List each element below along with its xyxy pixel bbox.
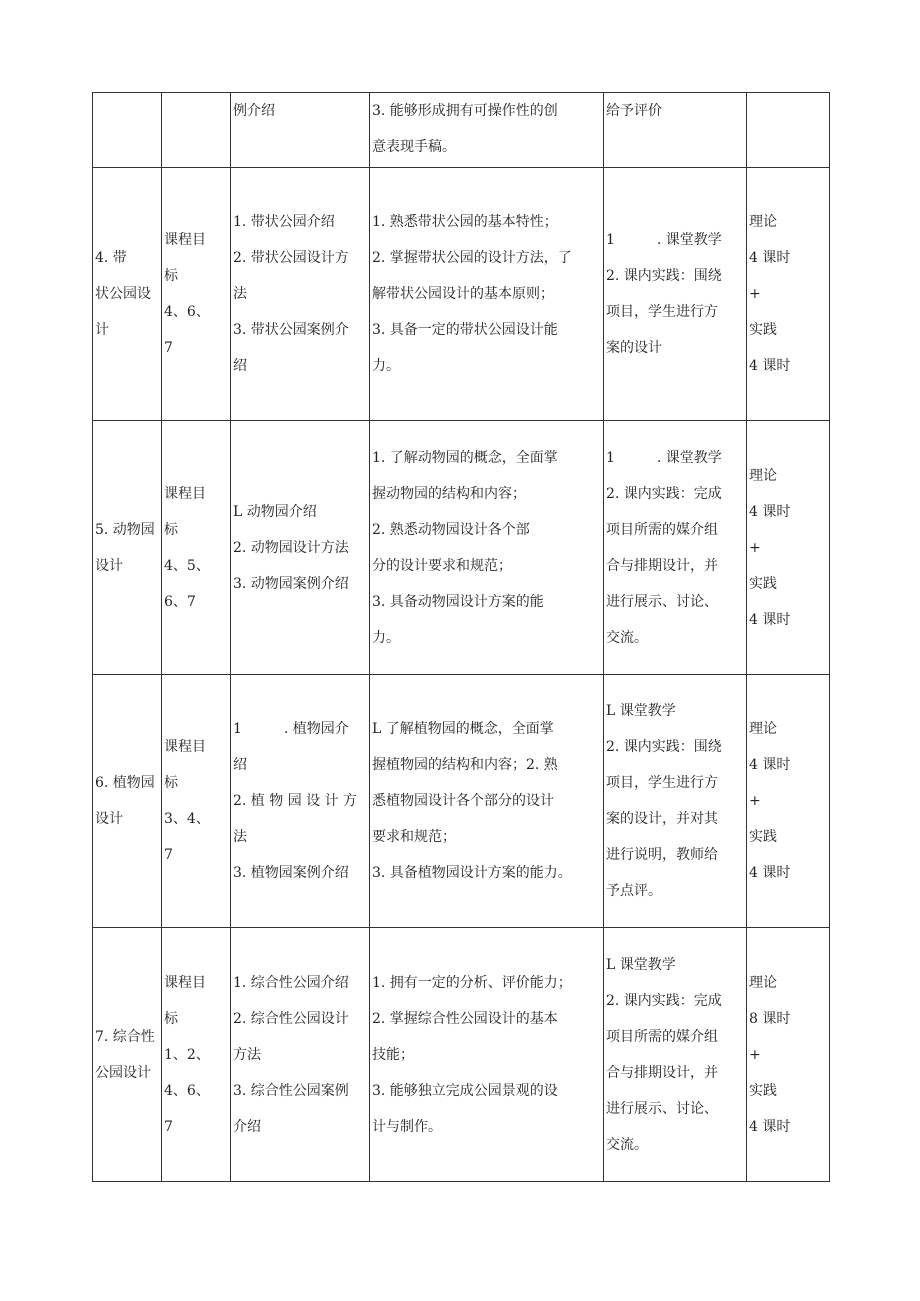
cell-text-line: 交流。 [606, 629, 648, 646]
cell-text-line: 案的设计 [606, 340, 662, 356]
cell-text-line: 予点评。 [606, 883, 662, 899]
table-row [93, 421, 830, 675]
cell-text-line: 2. 动物园设计方法 [233, 539, 349, 556]
teaching-content-cell [231, 928, 370, 1182]
cell-text-line: 3. 具备动物园设计方案的能 [372, 593, 544, 610]
cell-text-line: 实践 [749, 322, 777, 338]
class-hours-cell [747, 421, 830, 675]
course-target-cell [162, 928, 231, 1182]
cell-text-line: + [749, 793, 761, 809]
cell-text-line: 例介绍 [233, 103, 275, 119]
cell-text-line: 标 [164, 1010, 178, 1027]
cell-text-line: 3. 动物园案例介绍 [233, 575, 349, 592]
cell-text-line: 技能； [372, 1046, 414, 1063]
cell-text-line: 要求和规范； [372, 829, 456, 845]
cell-text-line: L 了解植物园的概念，全面掌 [372, 721, 554, 737]
cell-text-line: 1、2、 [164, 1046, 210, 1063]
unit-name-cell [93, 93, 162, 168]
course-target-cell [162, 421, 231, 675]
cell-text-line: 力。 [372, 358, 400, 374]
unit-name-cell [93, 675, 162, 928]
teaching-content-cell [231, 421, 370, 675]
cell-text-line: 5. 动物园 [95, 521, 155, 538]
learning-goals-cell [370, 675, 604, 928]
cell-text-line: 力。 [372, 629, 400, 646]
cell-text-line: 状公园设 [95, 286, 151, 302]
cell-text-line: L 课堂教学 [606, 956, 676, 973]
cell-text-line: 1 . 植物园介 [233, 721, 349, 737]
cell-text-line: + [749, 539, 761, 556]
cell-text-line: 实践 [749, 1082, 777, 1099]
cell-text-line: 握动物园的结构和内容； [372, 485, 526, 502]
table-row [93, 168, 830, 421]
cell-text-line: 2. 课内实践：完成 [606, 992, 722, 1009]
cell-text-line: 项目所需的媒介组 [606, 1028, 718, 1045]
cell-text-line: 握植物园的结构和内容；2. 熟 [372, 757, 558, 773]
cell-text-line: 法 [233, 286, 247, 302]
cell-text-line: 7 [164, 340, 173, 356]
cell-text-line: 绍 [233, 757, 247, 773]
cell-text-line: 3. 具备植物园设计方案的能力。 [372, 865, 572, 881]
cell-text-line: 合与排期设计，并 [606, 1064, 718, 1081]
cell-text-line: 计与制作。 [372, 1118, 442, 1135]
cell-text-line: 6. 植物园 [95, 775, 155, 791]
cell-text-line: 分的设计要求和规范； [372, 557, 512, 574]
cell-text-line: 3. 带状公园案例介 [233, 322, 349, 338]
cell-text-line: 合与排期设计，并 [606, 557, 718, 574]
cell-text-line: 4、6、 [164, 1082, 210, 1099]
cell-text-line: 项目，学生进行方 [606, 304, 718, 320]
unit-name-cell [93, 421, 162, 675]
cell-text-line: 解带状公园设计的基本原则； [372, 286, 554, 302]
class-hours-cell [747, 675, 830, 928]
cell-text-line: 法 [233, 829, 247, 845]
cell-text-line: 6、7 [164, 593, 196, 610]
teaching-content-cell [231, 93, 370, 168]
cell-text-line: 2. 掌握综合性公园设计的基本 [372, 1010, 558, 1027]
course-schedule-table [92, 92, 830, 1182]
cell-text-line: 2. 课内实践：围绕 [606, 739, 722, 755]
cell-text-line: 意表现手稿。 [372, 139, 456, 155]
cell-text-line: 课程目 [164, 739, 206, 755]
cell-text-line: 交流。 [606, 1136, 648, 1153]
cell-text-line: 给予评价 [606, 103, 662, 119]
cell-text-line: 3. 能够形成拥有可操作性的创 [372, 103, 558, 119]
class-hours-cell [747, 928, 830, 1182]
cell-text-line: 标 [164, 521, 178, 538]
cell-text-line: 4. 带 [95, 250, 127, 266]
cell-text-line: 4 课时 [749, 865, 791, 881]
cell-text-line: 实践 [749, 829, 777, 845]
cell-text-line: 4 课时 [749, 611, 791, 628]
course-target-cell [162, 168, 231, 421]
cell-text-line: 悉植物园设计各个部分的设计 [372, 793, 554, 809]
cell-text-line: 理论 [749, 974, 777, 991]
cell-text-line: 设计 [95, 557, 123, 574]
table-row [93, 675, 830, 928]
cell-text-line: 3. 综合性公园案例 [233, 1082, 349, 1099]
cell-text-line: 2. 掌握带状公园的设计方法，了 [372, 250, 572, 266]
cell-text-line: 设计 [95, 811, 123, 827]
learning-goals-cell [370, 421, 604, 675]
unit-name-cell [93, 928, 162, 1182]
cell-text-line: 2. 课内实践：完成 [606, 485, 722, 502]
cell-text-line: 1. 拥有一定的分析、评价能力； [372, 974, 572, 991]
cell-text-line: 项目，学生进行方 [606, 775, 718, 791]
cell-text-line: 介绍 [233, 1118, 261, 1135]
cell-text-line: 进行说明，教师给 [606, 847, 718, 863]
cell-text-line: 1 . 课堂教学 [606, 449, 722, 466]
cell-text-line: 2. 植 物 园 设 计 方 [233, 793, 358, 809]
teaching-content-cell [231, 168, 370, 421]
cell-text-line: 课程目 [164, 232, 206, 248]
course-target-cell [162, 675, 231, 928]
cell-text-line: 3. 能够独立完成公园景观的设 [372, 1082, 558, 1099]
cell-text-line: 3. 植物园案例介绍 [233, 865, 349, 881]
course-target-cell [162, 93, 231, 168]
cell-text-line: 理论 [749, 214, 777, 230]
cell-text-line: 4 课时 [749, 757, 791, 773]
cell-text-line: 理论 [749, 467, 777, 484]
cell-text-line: 标 [164, 268, 178, 284]
teaching-methods-cell [604, 93, 747, 168]
cell-text-line: 3. 具备一定的带状公园设计能 [372, 322, 558, 338]
cell-text-line: 8 课时 [749, 1010, 791, 1027]
table-row [93, 93, 830, 168]
teaching-content-cell [231, 675, 370, 928]
cell-text-line: 进行展示、讨论、 [606, 593, 718, 610]
cell-text-line: + [749, 1046, 761, 1063]
cell-text-line: 2. 课内实践：围绕 [606, 268, 722, 284]
table-body [93, 93, 830, 1182]
cell-text-line: 绍 [233, 358, 247, 374]
cell-text-line: 4 课时 [749, 503, 791, 520]
cell-text-line: 2. 熟悉动物园设计各个部 [372, 521, 530, 538]
cell-text-line: 7 [164, 847, 173, 863]
learning-goals-cell [370, 93, 604, 168]
cell-text-line: 4 课时 [749, 1118, 791, 1135]
cell-text-line: 课程目 [164, 974, 206, 991]
cell-text-line: 4、6、 [164, 304, 210, 320]
teaching-methods-cell [604, 928, 747, 1182]
cell-text-line: 3、4、 [164, 811, 210, 827]
cell-text-line: L 课堂教学 [606, 703, 676, 719]
learning-goals-cell [370, 928, 604, 1182]
cell-text-line: 2. 带状公园设计方 [233, 250, 349, 266]
cell-text-line: 方法 [233, 1046, 261, 1063]
cell-text-line: 课程目 [164, 485, 206, 502]
teaching-methods-cell [604, 675, 747, 928]
cell-text-line: 1. 了解动物园的概念，全面掌 [372, 449, 558, 466]
cell-text-line: 2. 综合性公园设计 [233, 1010, 349, 1027]
cell-text-line: 4、5、 [164, 557, 210, 574]
cell-text-line: 公园设计 [95, 1064, 151, 1081]
cell-text-line: 计 [95, 322, 109, 338]
cell-text-line: 理论 [749, 721, 777, 737]
cell-text-line: 1. 带状公园介绍 [233, 214, 335, 230]
cell-text-line: + [749, 286, 761, 302]
class-hours-cell [747, 168, 830, 421]
cell-text-line: L 动物园介绍 [233, 503, 317, 520]
cell-text-line: 项目所需的媒介组 [606, 521, 718, 538]
table-row [93, 928, 830, 1182]
cell-text-line: 4 课时 [749, 358, 791, 374]
cell-text-line: 标 [164, 775, 178, 791]
cell-text-line: 1 . 课堂教学 [606, 232, 722, 248]
teaching-methods-cell [604, 421, 747, 675]
teaching-methods-cell [604, 168, 747, 421]
class-hours-cell [747, 93, 830, 168]
learning-goals-cell [370, 168, 604, 421]
unit-name-cell [93, 168, 162, 421]
cell-text-line: 4 课时 [749, 250, 791, 266]
cell-text-line: 7. 综合性 [95, 1028, 155, 1045]
cell-text-line: 1. 熟悉带状公园的基本特性； [372, 214, 558, 230]
cell-text-line: 实践 [749, 575, 777, 592]
cell-text-line: 进行展示、讨论、 [606, 1100, 718, 1117]
cell-text-line: 7 [164, 1118, 173, 1135]
cell-text-line: 案的设计，并对其 [606, 811, 718, 827]
cell-text-line: 1. 综合性公园介绍 [233, 974, 349, 991]
